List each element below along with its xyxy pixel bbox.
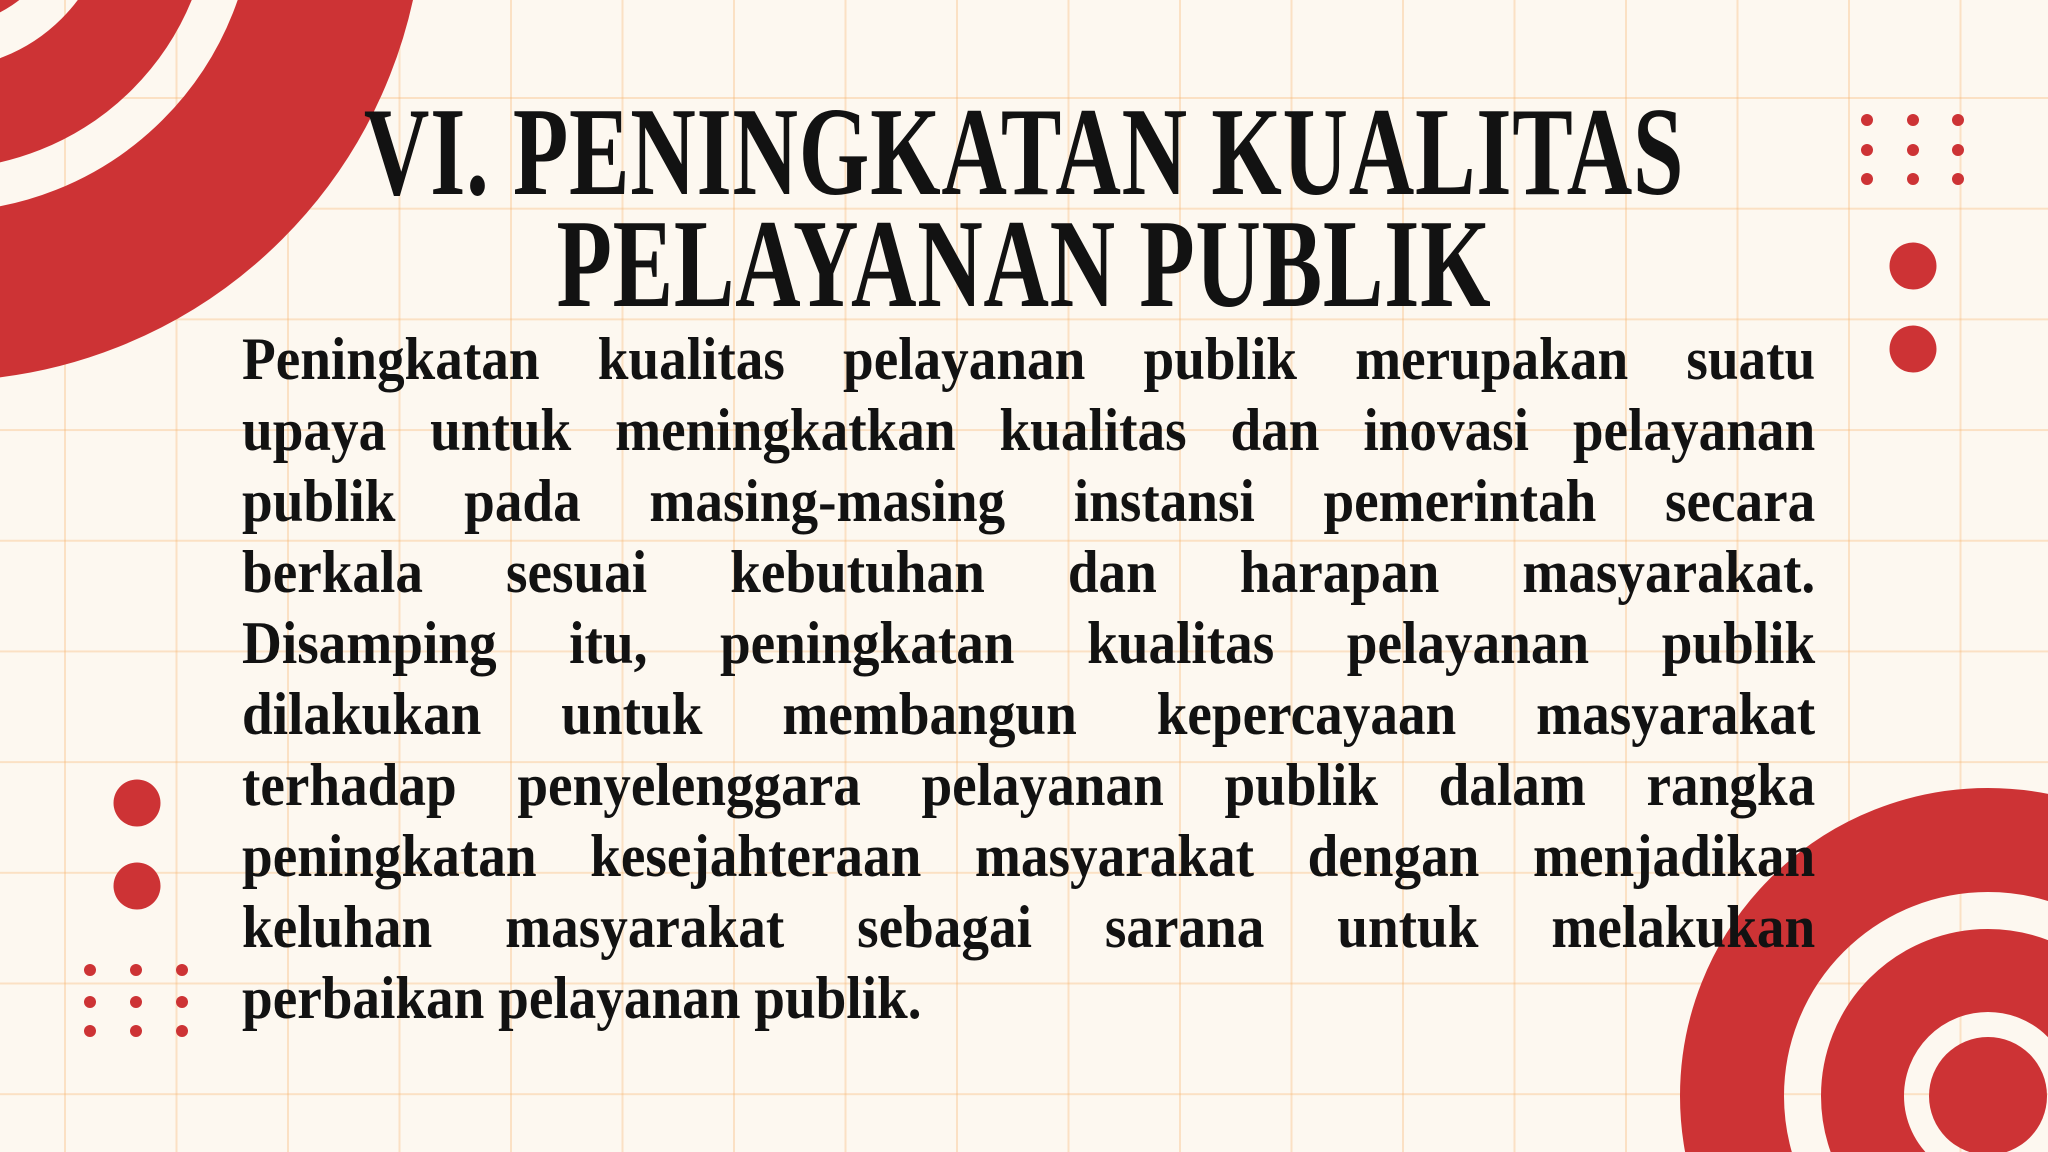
small-dot bbox=[176, 996, 188, 1008]
ring-middle bbox=[0, 0, 162, 119]
small-dot bbox=[84, 1025, 96, 1037]
paragraph-line: upaya untuk meningkatkan kualitas dan inovasi pelayanan bbox=[242, 397, 1816, 463]
small-dot bbox=[1952, 114, 1964, 126]
large-dot bbox=[114, 863, 161, 910]
slide-title-line2: PELAYANAN PUBLIK bbox=[556, 195, 1492, 334]
paragraph-line: publik pada masing-masing instansi pemerintah secara bbox=[242, 468, 1816, 534]
small-dot bbox=[84, 964, 96, 976]
large-dot bbox=[1890, 326, 1937, 373]
large-dot bbox=[114, 780, 161, 827]
small-dot bbox=[176, 964, 188, 976]
small-dot bbox=[1907, 114, 1919, 126]
paragraph-line: terhadap penyelenggara pelayanan publik dalam rangka bbox=[242, 752, 1816, 818]
paragraph-line: Disamping itu, peningkatan kualitas pelayanan publik bbox=[242, 610, 1816, 676]
small-dot bbox=[130, 996, 142, 1008]
paragraph-line: dilakukan untuk membangun kepercayaan masyarakat bbox=[242, 681, 1816, 747]
paragraph-line: berkala sesuai kebutuhan dan harapan masyarakat. bbox=[242, 539, 1816, 605]
paragraph-line: perbaikan pelayanan publik. bbox=[242, 965, 922, 1031]
small-dot bbox=[1861, 173, 1873, 185]
small-dot bbox=[1907, 144, 1919, 156]
small-dot bbox=[130, 1025, 142, 1037]
small-dot bbox=[1952, 144, 1964, 156]
small-dot bbox=[84, 996, 96, 1008]
paragraph bbox=[242, 324, 1815, 1034]
large-dot bbox=[1890, 243, 1937, 290]
dots-cluster-top-right-icon bbox=[1840, 90, 1980, 380]
small-dot bbox=[1907, 173, 1919, 185]
slide-title bbox=[287, 83, 1762, 334]
paragraph-line: Peningkatan kualitas pelayanan publik merupakan suatu bbox=[242, 326, 1816, 392]
ring-disc bbox=[1929, 1037, 2047, 1152]
small-dot bbox=[1952, 173, 1964, 185]
small-dot bbox=[176, 1025, 188, 1037]
small-dot bbox=[1861, 144, 1873, 156]
small-dot bbox=[130, 964, 142, 976]
paragraph-line: keluhan masyarakat sebagai sarana untuk melakukan bbox=[242, 894, 1816, 960]
paragraph-line: peningkatan kesejahteraan masyarakat dengan menjadikan bbox=[242, 823, 1816, 889]
small-dot bbox=[1861, 114, 1873, 126]
dots-cluster-bottom-left-icon bbox=[60, 770, 210, 1050]
slide-title-line1: VI. PENINGKATAN KUALITAS bbox=[363, 83, 1685, 222]
